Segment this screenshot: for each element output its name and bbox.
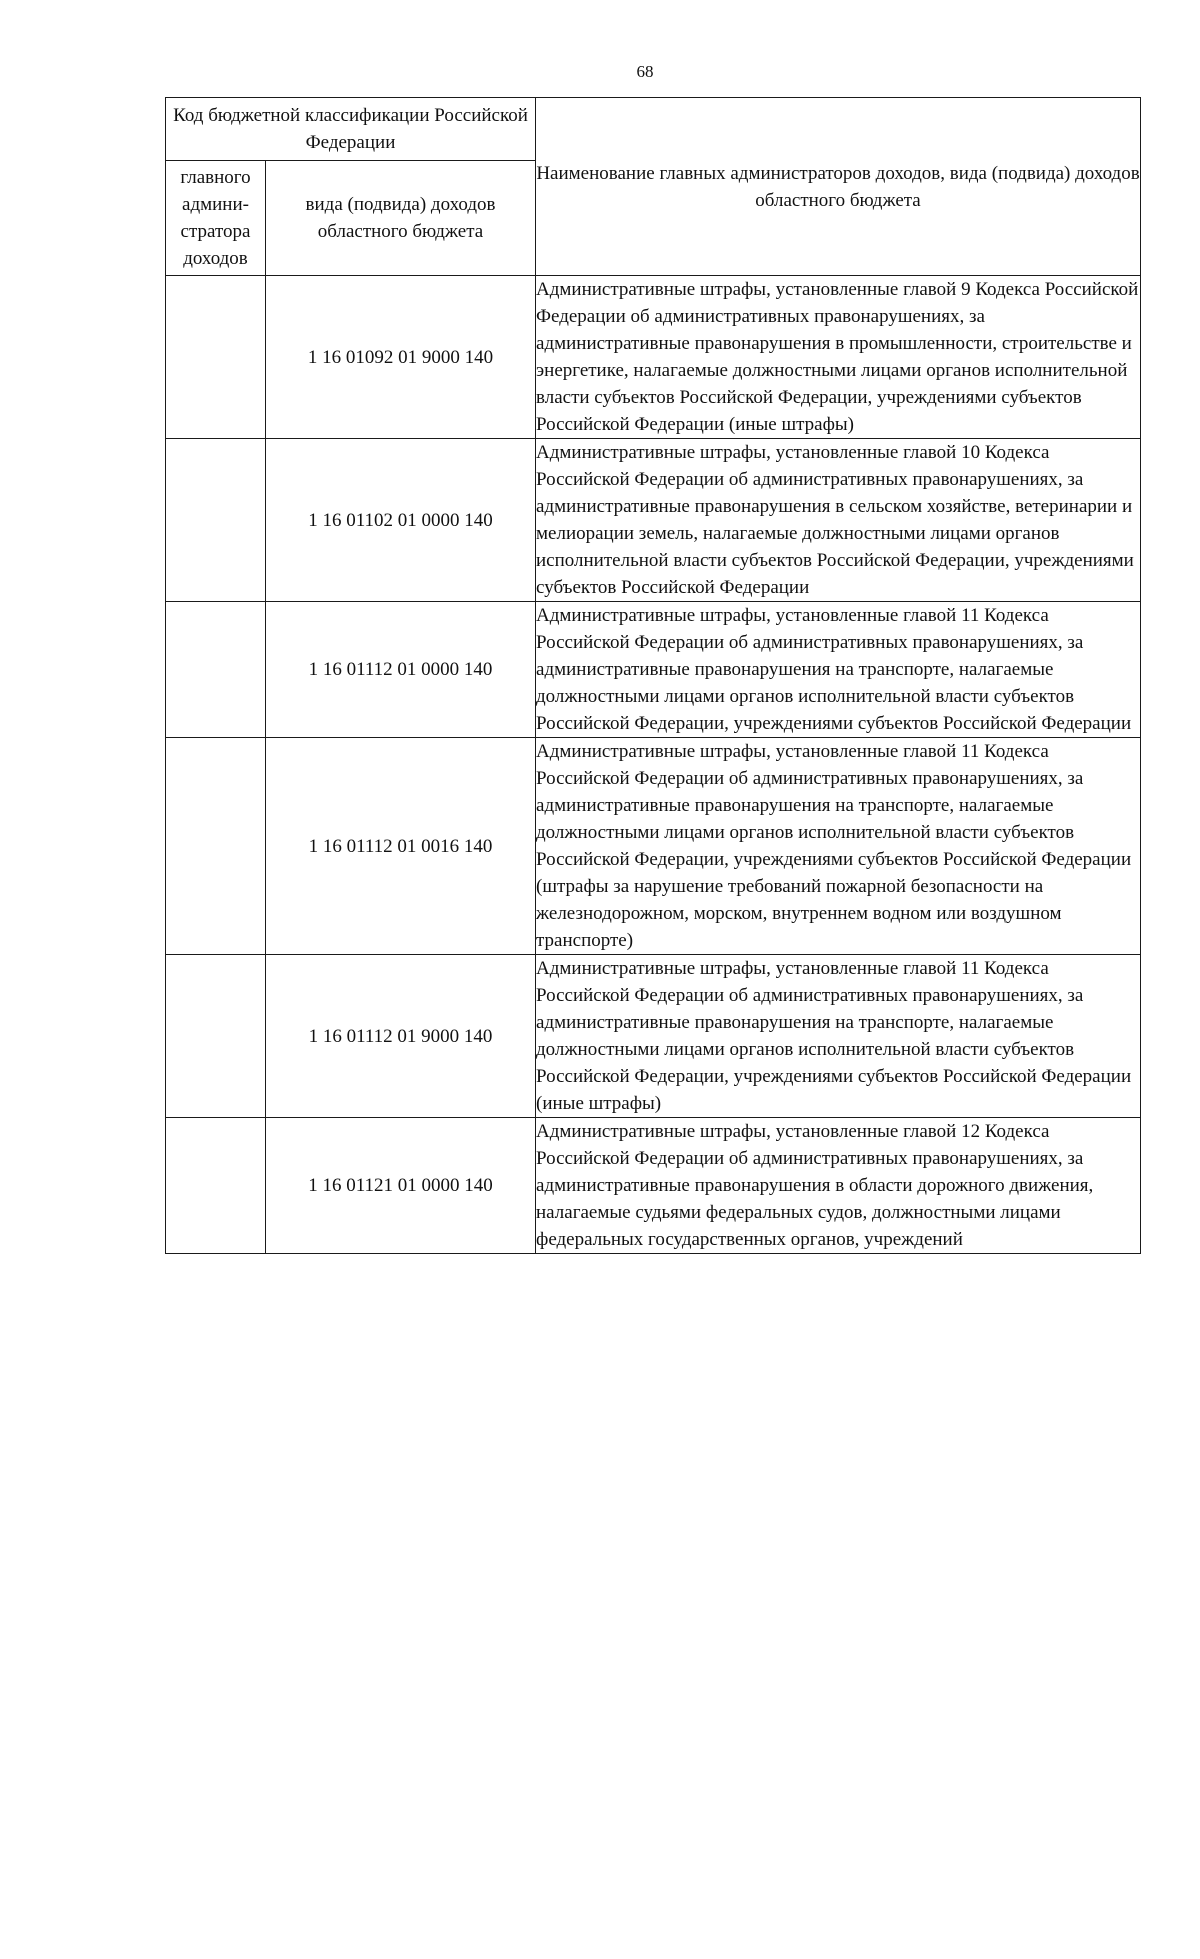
- table-row: [166, 738, 1141, 955]
- admin-code-cell: [166, 276, 266, 439]
- table-row: [166, 955, 1141, 1118]
- budget-classification-table: [165, 97, 1141, 1254]
- admin-code-cell: [166, 1118, 266, 1254]
- admin-code-cell: [166, 955, 266, 1118]
- revenue-description-cell: Административные штрафы, установленные главой 10 Кодекса Российской Федерации об административных правонарушениях, за административные правонарушения в сельском хозяйстве, ветеринарии и мелиорации земель, налагаемые должностными лицами органов исполнительной власти субъектов Российской Федерации, учреждениями субъектов Российской Федерации: [536, 439, 1141, 602]
- page-number: 68: [636, 62, 654, 81]
- revenue-description-cell: Административные штрафы, установленные главой 11 Кодекса Российской Федерации об административных правонарушениях, за административные правонарушения на транспорте, налагаемые должностными лицами органов исполнительной власти субъектов Российской Федерации, учреждениями субъектов Российской Федерации (иные штрафы): [536, 955, 1141, 1118]
- revenue-description-cell: Административные штрафы, установленные главой 11 Кодекса Российской Федерации об административных правонарушениях, за административные правонарушения на транспорте, налагаемые должностными лицами органов исполнительной власти субъектов Российской Федерации, учреждениями субъектов Российской Федерации: [536, 602, 1141, 738]
- table-row: [166, 602, 1141, 738]
- revenue-code-cell: 1 16 01121 01 0000 140: [266, 1118, 536, 1254]
- revenue-code-cell: 1 16 01112 01 0016 140: [266, 738, 536, 955]
- header-name-column: Наименование главных администраторов доходов, вида (подвида) доходов областного бюджета: [536, 98, 1141, 276]
- revenue-code-cell: 1 16 01112 01 9000 140: [266, 955, 536, 1118]
- header-admin-column: главного админи-стратора доходов: [166, 161, 266, 276]
- header-budget-code-group: Код бюджетной классификации Российской Федерации: [166, 98, 536, 161]
- admin-code-cell: [166, 738, 266, 955]
- revenue-description-cell: Административные штрафы, установленные главой 9 Кодекса Российской Федерации об административных правонарушениях, за административные правонарушения в промышленности, строительстве и энергетике, налагаемые должностными лицами органов исполнительной власти субъектов Российской Федерации, учреждениями субъектов Российской Федерации (иные штрафы): [536, 276, 1141, 439]
- admin-code-cell: [166, 439, 266, 602]
- revenue-code-cell: 1 16 01112 01 0000 140: [266, 602, 536, 738]
- revenue-code-cell: 1 16 01102 01 0000 140: [266, 439, 536, 602]
- header-code-column: вида (подвида) доходов областного бюджета: [266, 161, 536, 276]
- table-row: [166, 1118, 1141, 1254]
- table-header-row: [166, 98, 1141, 161]
- admin-code-cell: [166, 602, 266, 738]
- table-row: [166, 276, 1141, 439]
- revenue-description-cell: Административные штрафы, установленные главой 12 Кодекса Российской Федерации об административных правонарушениях, за административные правонарушения в области дорожного движения, налагаемые судьями федеральных судов, должностными лицами федеральных государственных органов, учреждений: [536, 1118, 1141, 1254]
- table-row: [166, 439, 1141, 602]
- revenue-description-cell: Административные штрафы, установленные главой 11 Кодекса Российской Федерации об административных правонарушениях, за административные правонарушения на транспорте, налагаемые должностными лицами органов исполнительной власти субъектов Российской Федерации, учреждениями субъектов Российской Федерации (штрафы за нарушение требований пожарной безопасности на железнодорожном, морском, внутреннем водном или воздушном транспорте): [536, 738, 1141, 955]
- revenue-code-cell: 1 16 01092 01 9000 140: [266, 276, 536, 439]
